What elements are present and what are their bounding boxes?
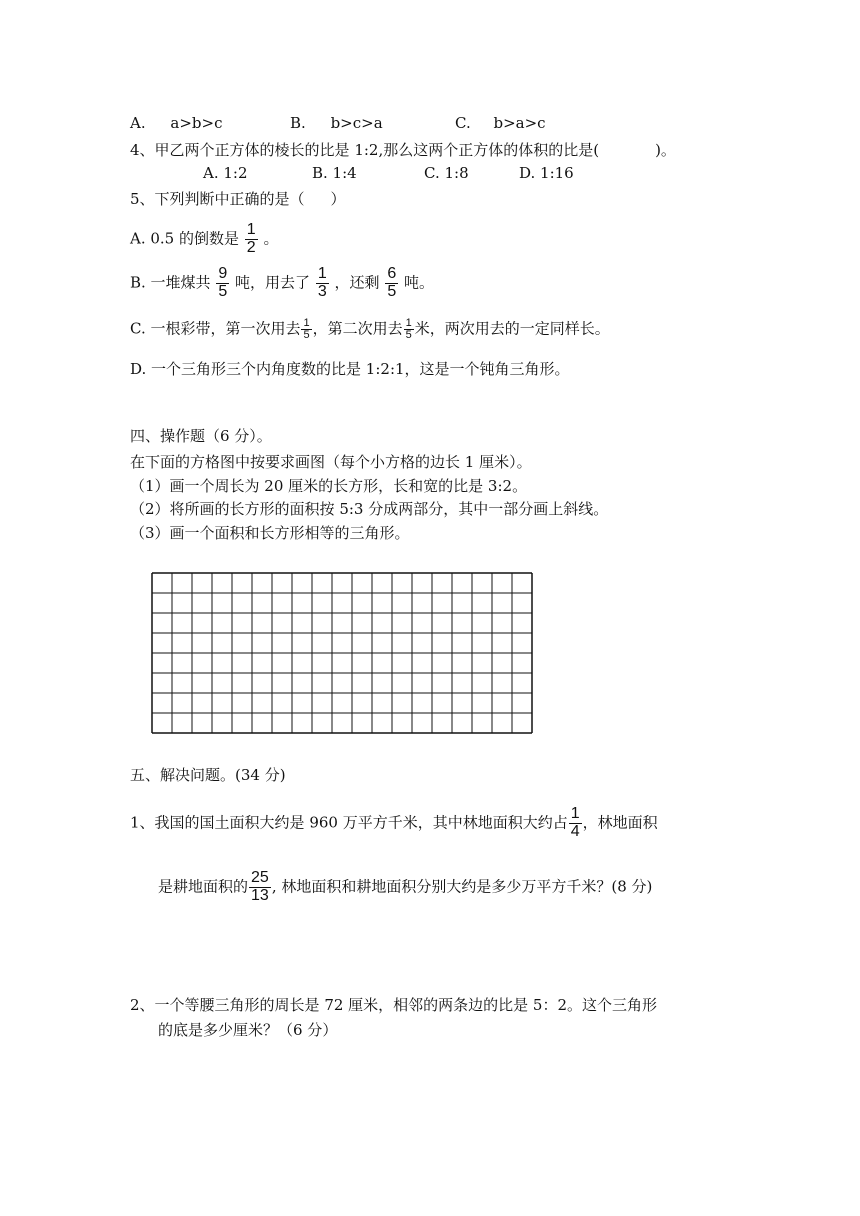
option-text: ，还剩 [334, 273, 380, 292]
denominator: 3 [317, 282, 327, 300]
q4-option-b: B. 1:4 [312, 164, 357, 182]
fraction [316, 266, 329, 301]
s5-q1-line1 [130, 806, 658, 841]
fraction [245, 222, 258, 257]
numerator: 1 [246, 221, 256, 238]
section4-item-2: （2）将所画的长方形的面积按 5:3 分成两部分，其中一部分画上斜线。 [130, 500, 609, 518]
question-text: ，林地面积 [582, 813, 658, 832]
numerator: 1 [303, 317, 310, 329]
square-grid[interactable] [150, 571, 534, 735]
option-letter: B. [290, 114, 306, 132]
q5-stem-close: ） [330, 190, 346, 208]
question-text: 是耕地面积的 [158, 877, 249, 896]
q5-option-d: D. 一个三角形三个内角度数的比是 1:2:1，这是一个钝角三角形。 [130, 360, 570, 378]
q5-option-b [130, 266, 434, 301]
s5-q2-line2: 的底是多少厘米？（6 分） [158, 1021, 338, 1039]
numerator: 6 [387, 265, 397, 282]
option-text: A. 0.5 的倒数是 [130, 229, 239, 248]
option-text: B. 一堆煤共 [130, 273, 211, 292]
question-text: 1、我国的国土面积大约是 960 万平方千米，其中林地面积大约占 [130, 813, 568, 832]
q3-option-a [130, 116, 222, 131]
denominator: 5 [303, 329, 310, 341]
section4-title: 四、操作题（6 分）。 [130, 427, 272, 445]
section5-title: 五、解决问题。(34 分) [130, 766, 286, 784]
numerator: 1 [570, 805, 580, 822]
fraction [385, 266, 398, 301]
s5-q2-line1: 2、一个等腰三角形的周长是 72 厘米，相邻的两条边的比是 5：2。这个三角形 [130, 996, 658, 1014]
option-letter: A. [130, 114, 146, 132]
q3-option-b [290, 116, 383, 131]
numerator: 1 [405, 317, 412, 329]
option-text: 吨。 [404, 273, 435, 292]
numerator: 1 [317, 265, 327, 282]
q5-option-c [130, 318, 610, 341]
denominator: 5 [218, 282, 228, 300]
q4-stem-close: )。 [655, 141, 676, 159]
q4-option-a: A. 1:2 [203, 164, 248, 182]
denominator: 5 [387, 282, 397, 300]
numerator: 9 [218, 265, 228, 282]
numerator: 25 [251, 869, 269, 886]
section4-item-1: （1）画一个周长为 20 厘米的长方形，长和宽的比是 3:2。 [130, 477, 528, 495]
option-text: 吨，用去了 [235, 273, 311, 292]
option-text: 米，两次用去的一定同样长。 [414, 319, 610, 338]
q4-option-c: C. 1:8 [424, 164, 469, 182]
section4-item-3: （3）画一个面积和长方形相等的三角形。 [130, 524, 410, 542]
option-text: ，第二次用去 [312, 319, 403, 338]
question-text: , 林地面积和耕地面积分别大约是多少万平方千米？(8 分) [271, 877, 653, 896]
s5-q1-line2 [158, 870, 652, 905]
q3-option-c [455, 116, 546, 131]
q4-stem-text: 4、甲乙两个正方体的棱长的比是 1:2,那么这两个正方体的体积的比是( [130, 141, 600, 159]
denominator: 5 [405, 329, 412, 341]
fraction [569, 806, 582, 841]
denominator: 2 [246, 238, 256, 256]
q5-option-a [130, 222, 278, 257]
denominator: 4 [570, 822, 580, 840]
section4-intro: 在下面的方格图中按要求画图（每个小方格的边长 1 厘米）。 [130, 453, 532, 471]
fraction [404, 318, 414, 341]
option-text: b>c>a [330, 114, 383, 132]
option-text: 。 [263, 229, 279, 248]
fraction [301, 318, 311, 341]
q5-stem-text: 5、下列判断中正确的是（ [130, 190, 305, 208]
fraction [249, 870, 271, 905]
q4-option-d: D. 1:16 [519, 164, 574, 182]
option-text: C. 一根彩带，第一次用去 [130, 319, 301, 338]
q5-stem [130, 192, 346, 207]
option-text: a>b>c [170, 114, 223, 132]
q4-stem [130, 143, 676, 158]
option-text: b>a>c [493, 114, 546, 132]
fraction [216, 266, 229, 301]
option-letter: C. [455, 114, 471, 132]
denominator: 13 [251, 886, 269, 904]
